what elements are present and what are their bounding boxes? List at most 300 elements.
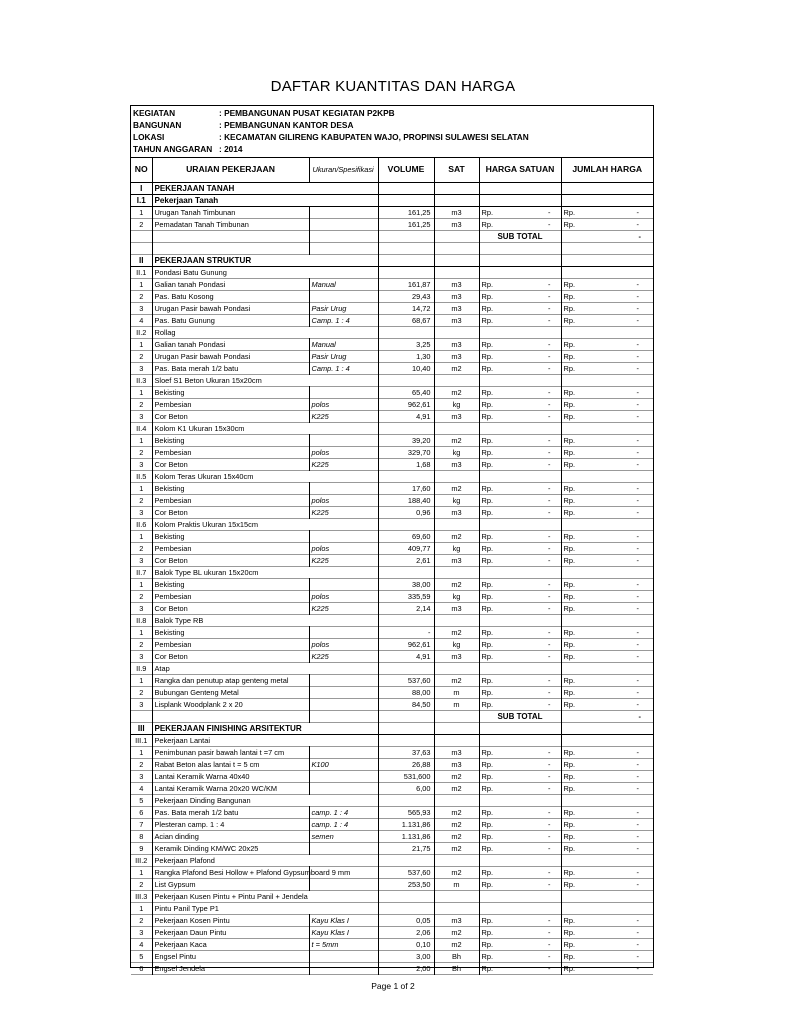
group-row	[131, 470, 653, 482]
section-row	[131, 722, 653, 734]
amount-value: -	[636, 939, 639, 949]
row-no: 3	[131, 362, 152, 374]
empty-cell	[378, 326, 434, 338]
row-spec	[309, 962, 378, 974]
row-unit: m3	[434, 338, 479, 350]
amount-value: -	[636, 279, 639, 289]
row-total-price	[561, 578, 653, 590]
currency-label: Rp.	[563, 843, 576, 853]
row-unit: m3	[434, 302, 479, 314]
table-row	[131, 482, 653, 494]
currency-label: Rp.	[481, 927, 494, 937]
row-desc: Kolom Teras Ukuran 15x40cm	[152, 470, 378, 482]
row-spec: Pasir Urug	[309, 302, 378, 314]
amount-value: -	[548, 771, 551, 781]
currency-label: Rp.	[563, 807, 576, 817]
amount-value: -	[548, 411, 551, 421]
row-no: 3	[131, 926, 152, 938]
row-total-price	[561, 482, 653, 494]
subtotal-label: SUB TOTAL	[479, 710, 561, 722]
row-volume: 39,20	[378, 434, 434, 446]
row-no: 5	[131, 794, 152, 806]
header-uraian: URAIAN PEKERJAAN	[152, 158, 309, 182]
row-spec: Pasir Urug	[309, 350, 378, 362]
amount-value: -	[636, 579, 639, 589]
row-unit-price	[479, 650, 561, 662]
empty-cell	[378, 470, 434, 482]
empty-cell	[479, 194, 561, 206]
group-row	[131, 566, 653, 578]
row-spec: polos	[309, 638, 378, 650]
row-unit: m2	[434, 818, 479, 830]
table-row	[131, 458, 653, 470]
row-no: 2	[131, 878, 152, 890]
amount-value: -	[636, 771, 639, 781]
row-spec: polos	[309, 590, 378, 602]
row-spec	[309, 482, 378, 494]
empty-cell	[479, 722, 561, 734]
empty-cell	[152, 230, 309, 242]
amount-value: -	[636, 507, 639, 517]
row-total-price	[561, 830, 653, 842]
amount-value: -	[548, 495, 551, 505]
row-no: 3	[131, 602, 152, 614]
row-unit-price	[479, 950, 561, 962]
empty-cell	[561, 902, 653, 914]
row-volume: 3,00	[378, 950, 434, 962]
row-unit: m2	[434, 386, 479, 398]
group-row	[131, 734, 653, 746]
row-unit: m	[434, 686, 479, 698]
row-volume: 3,25	[378, 338, 434, 350]
row-no: 3	[131, 770, 152, 782]
row-unit-price	[479, 962, 561, 974]
row-unit: m2	[434, 782, 479, 794]
currency-label: Rp.	[563, 543, 576, 553]
amount-value: -	[548, 759, 551, 769]
amount-value: -	[636, 843, 639, 853]
row-unit-price	[479, 410, 561, 422]
row-total-price	[561, 506, 653, 518]
row-desc: Cor Beton	[152, 650, 309, 662]
amount-value: -	[548, 387, 551, 397]
empty-cell	[378, 182, 434, 194]
subtotal-row	[131, 710, 653, 722]
amount-value: -	[636, 495, 639, 505]
amount-value: -	[636, 447, 639, 457]
amount-value: -	[548, 699, 551, 709]
row-no: 6	[131, 806, 152, 818]
currency-label: Rp.	[481, 867, 494, 877]
table-row	[131, 494, 653, 506]
amount-value: -	[636, 603, 639, 613]
row-total-price	[561, 698, 653, 710]
row-no: 3	[131, 506, 152, 518]
currency-label: Rp.	[481, 627, 494, 637]
amount-value: -	[636, 651, 639, 661]
row-desc: Pekerjaan Plafond	[152, 854, 378, 866]
row-no: 1	[131, 866, 152, 878]
currency-label: Rp.	[481, 507, 494, 517]
row-desc: Galian tanah Pondasi	[152, 278, 309, 290]
row-unit: m3	[434, 914, 479, 926]
row-unit: kg	[434, 398, 479, 410]
empty-cell	[479, 614, 561, 626]
amount-value: -	[636, 747, 639, 757]
empty-cell	[479, 662, 561, 674]
empty-cell	[434, 734, 479, 746]
row-no: 2	[131, 494, 152, 506]
currency-label: Rp.	[563, 399, 576, 409]
row-total-price	[561, 686, 653, 698]
row-unit: m3	[434, 410, 479, 422]
empty-cell	[131, 710, 152, 722]
row-spec	[309, 674, 378, 686]
group-row	[131, 326, 653, 338]
row-unit: m2	[434, 434, 479, 446]
amount-value: -	[548, 507, 551, 517]
empty-cell	[479, 374, 561, 386]
currency-label: Rp.	[481, 939, 494, 949]
row-unit-price	[479, 878, 561, 890]
row-total-price	[561, 350, 653, 362]
row-spec	[309, 746, 378, 758]
empty-cell	[378, 266, 434, 278]
row-desc: Galian tanah Pondasi	[152, 338, 309, 350]
empty-cell	[434, 722, 479, 734]
amount-value: -	[636, 435, 639, 445]
header-sat: SAT	[434, 158, 479, 182]
row-no: 3	[131, 302, 152, 314]
empty-cell	[561, 662, 653, 674]
amount-value: -	[636, 555, 639, 565]
empty-cell	[479, 470, 561, 482]
empty-cell	[434, 422, 479, 434]
amount-value: -	[548, 435, 551, 445]
empty-cell	[561, 518, 653, 530]
row-unit-price	[479, 362, 561, 374]
amount-value: -	[548, 951, 551, 961]
row-spec: Camp. 1 : 4	[309, 362, 378, 374]
amount-value: -	[636, 411, 639, 421]
row-unit: kg	[434, 446, 479, 458]
row-total-price	[561, 770, 653, 782]
row-total-price	[561, 278, 653, 290]
row-volume: 4,91	[378, 410, 434, 422]
row-volume: 88,00	[378, 686, 434, 698]
amount-value: -	[636, 927, 639, 937]
empty-cell	[378, 614, 434, 626]
row-unit-price	[479, 782, 561, 794]
amount-value: -	[548, 843, 551, 853]
empty-cell	[479, 794, 561, 806]
amount-value: -	[548, 915, 551, 925]
currency-label: Rp.	[481, 915, 494, 925]
currency-label: Rp.	[563, 363, 576, 373]
row-desc: Urugan Tanah Timbunan	[152, 206, 309, 218]
row-desc: Keramik Dinding KM/WC 20x25	[152, 842, 309, 854]
row-total-price	[561, 746, 653, 758]
amount-value: -	[548, 879, 551, 889]
row-desc: Cor Beton	[152, 506, 309, 518]
row-total-price	[561, 950, 653, 962]
row-unit-price	[479, 602, 561, 614]
table-row	[131, 554, 653, 566]
table-row	[131, 398, 653, 410]
currency-label: Rp.	[563, 531, 576, 541]
row-spec	[309, 206, 378, 218]
row-volume: 0,96	[378, 506, 434, 518]
row-unit: m	[434, 878, 479, 890]
row-total-price	[561, 434, 653, 446]
empty-cell	[561, 422, 653, 434]
row-total-price	[561, 818, 653, 830]
empty-cell	[378, 890, 434, 902]
currency-label: Rp.	[481, 531, 494, 541]
currency-label: Rp.	[563, 591, 576, 601]
row-unit-price	[479, 866, 561, 878]
table-row	[131, 650, 653, 662]
row-total-price	[561, 590, 653, 602]
section-row	[131, 194, 653, 206]
empty-cell	[561, 890, 653, 902]
subtotal-label: SUB TOTAL	[479, 230, 561, 242]
row-spec	[309, 434, 378, 446]
currency-label: Rp.	[481, 687, 494, 697]
row-unit-price	[479, 350, 561, 362]
row-unit-price	[479, 530, 561, 542]
table-row	[131, 638, 653, 650]
row-spec	[309, 290, 378, 302]
row-total-price	[561, 914, 653, 926]
table-row	[131, 350, 653, 362]
amount-value: -	[548, 831, 551, 841]
currency-label: Rp.	[563, 507, 576, 517]
row-spec: polos	[309, 542, 378, 554]
row-volume: 329,70	[378, 446, 434, 458]
empty-cell	[561, 374, 653, 386]
row-unit-price	[479, 434, 561, 446]
empty-cell	[434, 374, 479, 386]
row-desc: List Gypsum	[152, 878, 309, 890]
currency-label: Rp.	[481, 783, 494, 793]
row-desc: Bekisting	[152, 626, 309, 638]
row-total-price	[561, 542, 653, 554]
row-spec	[309, 218, 378, 230]
row-desc: Pas. Batu Gunung	[152, 314, 309, 326]
currency-label: Rp.	[563, 675, 576, 685]
currency-label: Rp.	[481, 603, 494, 613]
boq-table	[131, 158, 653, 975]
empty-cell	[479, 182, 561, 194]
row-desc: Engsel Pintu	[152, 950, 309, 962]
row-spec	[309, 530, 378, 542]
amount-value: -	[548, 867, 551, 877]
currency-label: Rp.	[563, 963, 576, 973]
currency-label: Rp.	[481, 303, 494, 313]
row-unit-price	[479, 746, 561, 758]
amount-value: -	[548, 963, 551, 973]
empty-cell	[434, 710, 479, 722]
row-desc: Kolom K1 Ukuran 15x30cm	[152, 422, 378, 434]
row-desc: Pekerjaan Kaca	[152, 938, 309, 950]
row-unit-price	[479, 626, 561, 638]
amount-value: -	[548, 603, 551, 613]
row-volume: 37,63	[378, 746, 434, 758]
row-spec	[309, 698, 378, 710]
amount-value: -	[636, 207, 639, 217]
row-volume: 2,06	[378, 926, 434, 938]
currency-label: Rp.	[481, 747, 494, 757]
table-row	[131, 770, 653, 782]
row-total-price	[561, 878, 653, 890]
table-row	[131, 218, 653, 230]
amount-value: -	[636, 759, 639, 769]
row-total-price	[561, 446, 653, 458]
row-desc: Balok Type BL ukuran 15x20cm	[152, 566, 378, 578]
row-desc: Pembesian	[152, 398, 309, 410]
group-row	[131, 266, 653, 278]
row-spec: K100	[309, 758, 378, 770]
row-unit-price	[479, 914, 561, 926]
table-row	[131, 542, 653, 554]
row-no: 1	[131, 278, 152, 290]
row-total-price	[561, 290, 653, 302]
row-spec	[309, 578, 378, 590]
empty-cell	[561, 254, 653, 266]
row-desc: Rollag	[152, 326, 378, 338]
amount-value: -	[636, 531, 639, 541]
row-unit-price	[479, 398, 561, 410]
currency-label: Rp.	[481, 339, 494, 349]
row-no: II.7	[131, 566, 152, 578]
currency-label: Rp.	[481, 963, 494, 973]
row-no: 3	[131, 410, 152, 422]
row-unit: m3	[434, 290, 479, 302]
amount-value: -	[636, 363, 639, 373]
row-unit-price	[479, 770, 561, 782]
row-desc: Engsel Jendela	[152, 962, 309, 974]
amount-value: -	[548, 339, 551, 349]
row-volume: 253,50	[378, 878, 434, 890]
row-unit: m2	[434, 578, 479, 590]
row-no: I	[131, 182, 152, 194]
row-total-price	[561, 554, 653, 566]
info-row-lokasi: LOKASI : KECAMATAN GILIRENG KABUPATEN WAJO, PROPINSI SULAWESI SELATAN	[133, 132, 529, 142]
empty-cell	[479, 734, 561, 746]
row-desc: Penimbunan pasir bawah lantai t =7 cm	[152, 746, 309, 758]
table-row	[131, 506, 653, 518]
table-row	[131, 278, 653, 290]
row-unit: m3	[434, 458, 479, 470]
row-unit: Bh	[434, 950, 479, 962]
row-no: 1	[131, 746, 152, 758]
row-desc: Pekerjaan Kusen Pintu + Pintu Panil + Jendela	[152, 890, 378, 902]
empty-cell	[434, 614, 479, 626]
empty-cell	[434, 470, 479, 482]
row-unit-price	[479, 482, 561, 494]
row-spec: K225	[309, 506, 378, 518]
subtotal-value: -	[638, 711, 641, 721]
row-unit: m2	[434, 938, 479, 950]
row-total-price	[561, 842, 653, 854]
section-row	[131, 254, 653, 266]
row-desc: Pekerjaan Lantai	[152, 734, 378, 746]
empty-cell	[561, 614, 653, 626]
amount-value: -	[636, 819, 639, 829]
currency-label: Rp.	[481, 387, 494, 397]
row-desc: Bekisting	[152, 482, 309, 494]
empty-cell	[378, 230, 434, 242]
table-row	[131, 950, 653, 962]
row-volume: 21,75	[378, 842, 434, 854]
row-no: 1	[131, 674, 152, 686]
row-desc: Cor Beton	[152, 602, 309, 614]
row-spec	[309, 950, 378, 962]
row-volume: 2,00	[378, 962, 434, 974]
row-desc: Bekisting	[152, 434, 309, 446]
empty-cell	[131, 230, 152, 242]
row-unit: m3	[434, 506, 479, 518]
currency-label: Rp.	[563, 303, 576, 313]
row-unit: m2	[434, 770, 479, 782]
row-volume: 161,25	[378, 206, 434, 218]
amount-value: -	[636, 699, 639, 709]
row-spec	[309, 782, 378, 794]
empty-cell	[131, 242, 152, 254]
currency-label: Rp.	[563, 339, 576, 349]
amount-value: -	[636, 303, 639, 313]
row-no: 2	[131, 398, 152, 410]
row-desc: Acian dinding	[152, 830, 309, 842]
row-total-price	[561, 398, 653, 410]
table-row	[131, 410, 653, 422]
amount-value: -	[636, 315, 639, 325]
group-row	[131, 614, 653, 626]
row-desc: Rabat Beton alas lantai t = 5 cm	[152, 758, 309, 770]
currency-label: Rp.	[481, 291, 494, 301]
row-volume: 335,59	[378, 590, 434, 602]
row-desc: Plesteran camp. 1 : 4	[152, 818, 309, 830]
currency-label: Rp.	[563, 687, 576, 697]
currency-label: Rp.	[563, 411, 576, 421]
info-row-bangunan: BANGUNAN : PEMBANGUNAN KANTOR DESA	[133, 120, 354, 130]
header-jumlah-harga: JUMLAH HARGA	[572, 164, 643, 175]
row-no: III	[131, 722, 152, 734]
row-unit-price	[479, 578, 561, 590]
currency-label: Rp.	[563, 639, 576, 649]
row-volume: 537,60	[378, 674, 434, 686]
row-no: 1	[131, 434, 152, 446]
table-row	[131, 938, 653, 950]
amount-value: -	[548, 555, 551, 565]
table-row	[131, 578, 653, 590]
amount-value: -	[636, 543, 639, 553]
row-spec: K225	[309, 554, 378, 566]
group-row	[131, 374, 653, 386]
currency-label: Rp.	[563, 831, 576, 841]
row-spec: K225	[309, 458, 378, 470]
currency-label: Rp.	[563, 447, 576, 457]
amount-value: -	[548, 651, 551, 661]
row-spec: K225	[309, 602, 378, 614]
amount-value: -	[548, 531, 551, 541]
currency-label: Rp.	[481, 399, 494, 409]
row-volume: 161,25	[378, 218, 434, 230]
empty-cell	[434, 326, 479, 338]
currency-label: Rp.	[481, 591, 494, 601]
row-unit: m2	[434, 926, 479, 938]
